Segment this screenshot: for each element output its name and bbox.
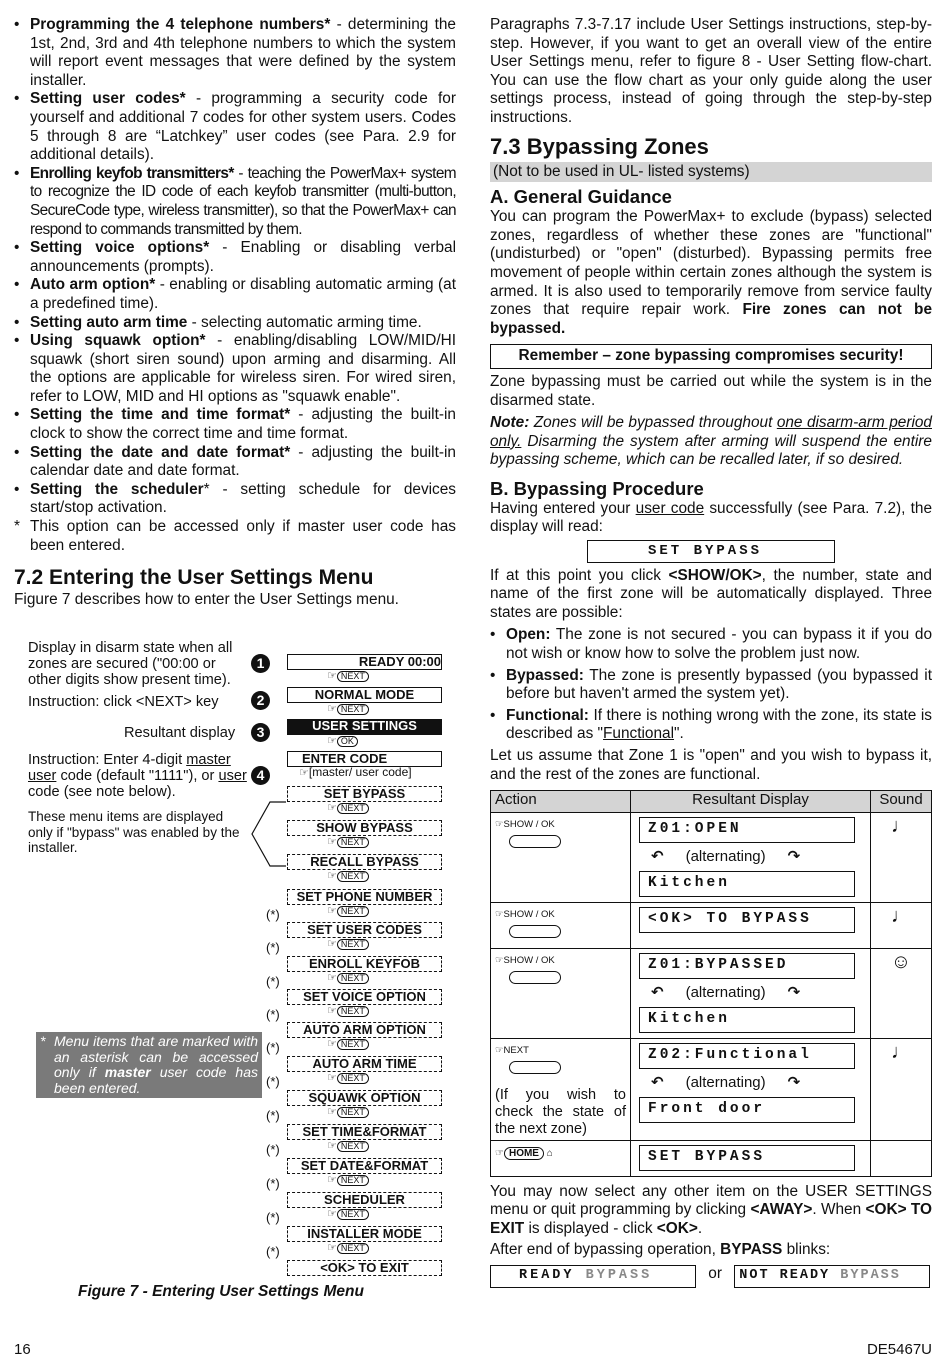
next-button-icon: ☞ NEXT bbox=[327, 671, 369, 682]
display-line: Front door bbox=[639, 1097, 855, 1123]
next-zone-note: (If you wish to check the state of the next zone) bbox=[495, 1086, 626, 1137]
bypass-note: Note: Zones will be bypassed throughout one disarm-arm period only. Disarming the system after arming will suspend the entire bypassing scheme, which can be recalled later, if so desired. bbox=[490, 414, 932, 469]
next-button-icon: ☞ NEXT bbox=[327, 906, 369, 917]
menu-item: ENTER CODE bbox=[287, 751, 442, 767]
show-ok-button-icon: ☞SHOW / OK bbox=[491, 903, 630, 948]
step-4-marker: 4 bbox=[251, 766, 270, 785]
beep-icon: ♩ bbox=[871, 1039, 932, 1140]
bypass-bracket bbox=[248, 798, 288, 870]
menu-item: SET DATE&FORMAT bbox=[287, 1158, 442, 1174]
display-line: Kitchen bbox=[639, 1007, 855, 1033]
procedure-title: B. Bypassing Procedure bbox=[490, 477, 704, 499]
menu-item: SET TIME&FORMAT bbox=[287, 1124, 442, 1140]
col-display: Resultant Display bbox=[631, 791, 871, 813]
menu-item: RECALL BYPASS bbox=[287, 854, 442, 870]
alternating-indicator: ↶ (alternating) ↷ bbox=[651, 1074, 801, 1092]
procedure-text: Having entered your user code successfully (see Para. 7.2), the display will read: bbox=[490, 499, 933, 536]
next-button-icon: ☞ NEXT bbox=[327, 704, 369, 715]
code-entry-hint: ☞[master/ user code] bbox=[299, 765, 412, 779]
menu-item: READY 00:00 bbox=[287, 654, 442, 670]
menu-item: SCHEDULER bbox=[287, 1192, 442, 1208]
show-ok-button-icon: ☞SHOW / OK bbox=[491, 949, 630, 994]
list-item: • Programming the 4 telephone numbers* - determining the 1st, 2nd, 3rd and 4th telephone numbers to which the system will report event messages that were defined by the system installer. bbox=[14, 16, 456, 90]
next-button-icon: ☞ NEXT bbox=[327, 939, 369, 950]
list-item: • Functional: If there is nothing wrong with the zone, its state is described as "Functional". bbox=[490, 707, 932, 744]
list-item: • Setting voice options* - Enabling or disabling verbal announcements (prompts). bbox=[14, 239, 456, 276]
blink-text: After end of bypassing operation, BYPASS blinks: bbox=[490, 1241, 831, 1259]
menu-item: ENROLL KEYFOB bbox=[287, 956, 442, 972]
list-item: • Auto arm option* - enabling or disabling automatic arming (at a predefined time). bbox=[14, 276, 456, 313]
set-bypass-display: SET BYPASS bbox=[587, 540, 835, 563]
asterisk-marker: (*) bbox=[266, 1074, 280, 1089]
display-line: Kitchen bbox=[639, 871, 855, 897]
asterisk-marker: (*) bbox=[266, 1142, 280, 1157]
blink-displays bbox=[490, 1265, 932, 1288]
fig-label-4: Instruction: Enter 4-digit master user code (default "1111"), or user code (see note below). bbox=[28, 752, 247, 800]
figure-7 bbox=[14, 638, 456, 1308]
not-ready-bypass-display: NOT READY BYPASS bbox=[734, 1265, 930, 1288]
after-text: You may now select any other item on the USER SETTINGS menu or quit programming by clicking <AWAY>. When <OK> TO EXIT is displayed - click <OK>. bbox=[490, 1182, 932, 1237]
figure-7-caption: Figure 7 - Entering User Settings Menu bbox=[78, 1283, 364, 1300]
asterisk-marker: (*) bbox=[266, 974, 280, 989]
section-7-3-title: 7.3 Bypassing Zones bbox=[490, 133, 709, 159]
remember-box: Remember – zone bypassing compromises security! bbox=[490, 344, 932, 369]
asterisk-marker: (*) bbox=[266, 907, 280, 922]
display-line: Z01:OPEN bbox=[639, 817, 855, 843]
bypass-procedure-table bbox=[490, 790, 932, 1176]
display-line: SET BYPASS bbox=[639, 1145, 855, 1171]
next-button-icon: ☞ NEXT bbox=[327, 1243, 369, 1254]
table-row bbox=[491, 949, 932, 1039]
menu-item: SET PHONE NUMBER bbox=[287, 889, 442, 905]
right-column bbox=[490, 16, 932, 1288]
next-button-icon: ☞ NEXT bbox=[327, 1175, 369, 1186]
general-guidance-title: A. General Guidance bbox=[490, 186, 672, 208]
fig-label-3: Resultant display bbox=[124, 725, 236, 741]
menu-item: SHOW BYPASS bbox=[287, 820, 442, 836]
next-button-icon: ☞ NEXT bbox=[327, 871, 369, 882]
fig-label-1: Display in disarm state when all zones are secured ("00:00 or other digits show present time). bbox=[28, 640, 233, 688]
or-text: or bbox=[708, 1264, 722, 1282]
doc-code: DE5467U bbox=[866, 1341, 932, 1358]
step-1-marker: 1 bbox=[251, 654, 270, 673]
next-button-icon: ☞ NEXT bbox=[327, 1006, 369, 1017]
asterisk-marker: (*) bbox=[266, 1244, 280, 1259]
menu-item: AUTO ARM TIME bbox=[287, 1056, 442, 1072]
showok-text: If at this point you click <SHOW/OK>, the number, state and name of the first zone will be automatically displayed. Three states are possible: bbox=[490, 566, 932, 621]
next-button-icon: ☞ NEXT bbox=[327, 1141, 369, 1152]
step-3-marker: 3 bbox=[251, 723, 270, 742]
asterisk-marker: (*) bbox=[266, 1007, 280, 1022]
list-item: • Setting the scheduler* - setting schedule for devices start/stop activation. bbox=[14, 481, 456, 518]
list-item: • Setting the time and time format* - adjusting the built-in clock to show the correct time and time format. bbox=[14, 406, 456, 443]
menu-item: USER SETTINGS bbox=[287, 719, 442, 735]
list-item: • Bypassed: The zone is presently bypassed (you bypassed it before but haven't armed the system yet). bbox=[490, 667, 932, 704]
general-guidance-text: You can program the PowerMax+ to exclude (bypass) selected zones, regardless of whether these zones are "functional" (undisturbed) or "open" (disturbed). Bypassing permits free movement of people within certain zones although the system is armed. It is also used to temporarily remove from service faulty zones that require repair work. Fire zones can not be bypassed. bbox=[490, 208, 933, 337]
section-7-2-title: 7.2 Entering the User Settings Menu bbox=[14, 566, 374, 590]
list-item: • Setting the date and date format* - adjusting the built-in calendar date and date format. bbox=[14, 444, 456, 481]
display-line: <OK> TO BYPASS bbox=[639, 907, 855, 933]
zone-states-list bbox=[490, 626, 932, 744]
asterisk-marker: (*) bbox=[266, 1108, 280, 1123]
left-column bbox=[14, 16, 456, 610]
next-button-icon: ☞ NEXT bbox=[327, 1209, 369, 1220]
next-button-icon: ☞NEXT bbox=[491, 1039, 630, 1084]
next-button-icon: ☞ NEXT bbox=[327, 1107, 369, 1118]
menu-item: SET VOICE OPTION bbox=[287, 989, 442, 1005]
asterisk-marker: (*) bbox=[266, 1176, 280, 1191]
show-ok-button-icon: ☞SHOW / OK bbox=[491, 813, 630, 858]
ul-note: (Not to be used in UL- listed systems) bbox=[490, 162, 932, 183]
list-item: • Setting user codes* - programming a security code for yourself and additional 7 codes for other system users. Codes 5 through 8 are “Latchkey” user codes (see Para. 2.9 for additional details). bbox=[14, 90, 456, 164]
list-item: • Enrolling keyfob transmitters* - teaching the PowerMax+ system to recognize the ID code of each keyfob transmitter (multi-button, SecureCode type, wireless transmitter), so that the PowerMax+ can respond to commands transmitted by them. bbox=[14, 165, 456, 239]
menu-item: AUTO ARM OPTION bbox=[287, 1022, 442, 1038]
asterisk-marker: (*) bbox=[266, 1040, 280, 1055]
ready-bypass-display: READY BYPASS bbox=[490, 1265, 696, 1288]
next-button-icon: ☞ NEXT bbox=[327, 837, 369, 848]
asterisk-grey-note: * Menu items that are marked with an asterisk can be accessed only if master user code has been entered. bbox=[36, 1032, 262, 1098]
menu-item: INSTALLER MODE bbox=[287, 1226, 442, 1242]
user-settings-list bbox=[14, 16, 456, 518]
next-button-icon: ☞ NEXT bbox=[327, 1039, 369, 1050]
menu-item: NORMAL MODE bbox=[287, 687, 442, 703]
disarmed-text: Zone bypassing must be carried out while the system is in the disarmed state. bbox=[490, 372, 932, 409]
intro-paragraph: Paragraphs 7.3-7.17 include User Settings instructions, step-by-step. However, if you want to get an overall view of the entire User Settings menu, refer to figure 8 - User Setting flow-chart. You can use the flow chart as your only guide along the user settings process, instead of going through the step-by-step instructions. bbox=[490, 16, 932, 126]
menu-item: <OK> TO EXIT bbox=[287, 1260, 442, 1276]
menu-item: SET USER CODES bbox=[287, 922, 442, 938]
col-sound: Sound bbox=[871, 791, 932, 813]
table-row bbox=[491, 813, 932, 903]
menu-item: SQUAWK OPTION bbox=[287, 1090, 442, 1106]
assume-text: Let us assume that Zone 1 is "open" and you wish to bypass it, and the rest of the zones are functional. bbox=[490, 747, 932, 783]
next-button-icon: ☞ NEXT bbox=[327, 803, 369, 814]
col-action: Action bbox=[491, 791, 631, 813]
asterisk-note: * This option can be accessed only if master user code has been entered. bbox=[14, 518, 456, 554]
happy-tune-icon: ☺ bbox=[871, 949, 932, 1039]
table-row bbox=[491, 1039, 932, 1140]
beep-icon: ♩ bbox=[871, 813, 932, 903]
section-7-2-intro: Figure 7 describes how to enter the User Settings menu. bbox=[14, 591, 399, 609]
asterisk-marker: (*) bbox=[266, 940, 280, 955]
page-number: 16 bbox=[14, 1341, 31, 1358]
fig-label-bypass-note: These menu items are displayed only if "bypass" was enabled by the installer. bbox=[28, 809, 240, 855]
fig-label-2: Instruction: click <NEXT> key bbox=[28, 694, 219, 710]
ok-button-icon: ☞ OK bbox=[327, 736, 358, 747]
next-button-icon: ☞ NEXT bbox=[327, 1073, 369, 1084]
next-button-icon: ☞ NEXT bbox=[327, 973, 369, 984]
step-2-marker: 2 bbox=[251, 691, 270, 710]
table-row bbox=[491, 903, 932, 949]
menu-item: SET BYPASS bbox=[287, 786, 442, 802]
beep-icon: ♩ bbox=[871, 903, 932, 949]
display-line: Z01:BYPASSED bbox=[639, 953, 855, 979]
list-item: • Open: The zone is not secured - you can bypass it if you do not wish or know how to solve the problem just now. bbox=[490, 626, 932, 663]
list-item: • Setting auto arm time - selecting automatic arming time. bbox=[14, 314, 456, 333]
home-button-icon: ☞ HOME ⌂ bbox=[495, 1147, 553, 1159]
asterisk-marker: (*) bbox=[266, 1210, 280, 1225]
table-row bbox=[491, 1140, 932, 1176]
display-line: Z02:Functional bbox=[639, 1043, 855, 1069]
alternating-indicator: ↶ (alternating) ↷ bbox=[651, 984, 801, 1002]
list-item: • Using squawk option* - enabling/disabling LOW/MID/HI squawk (short siren sound) upon arming and disarming. All the options are applicable for wireless siren. For wired siren, refer to LOW, MID and HI options as "squawk enable". bbox=[14, 332, 456, 406]
alternating-indicator: ↶ (alternating) ↷ bbox=[651, 848, 801, 866]
